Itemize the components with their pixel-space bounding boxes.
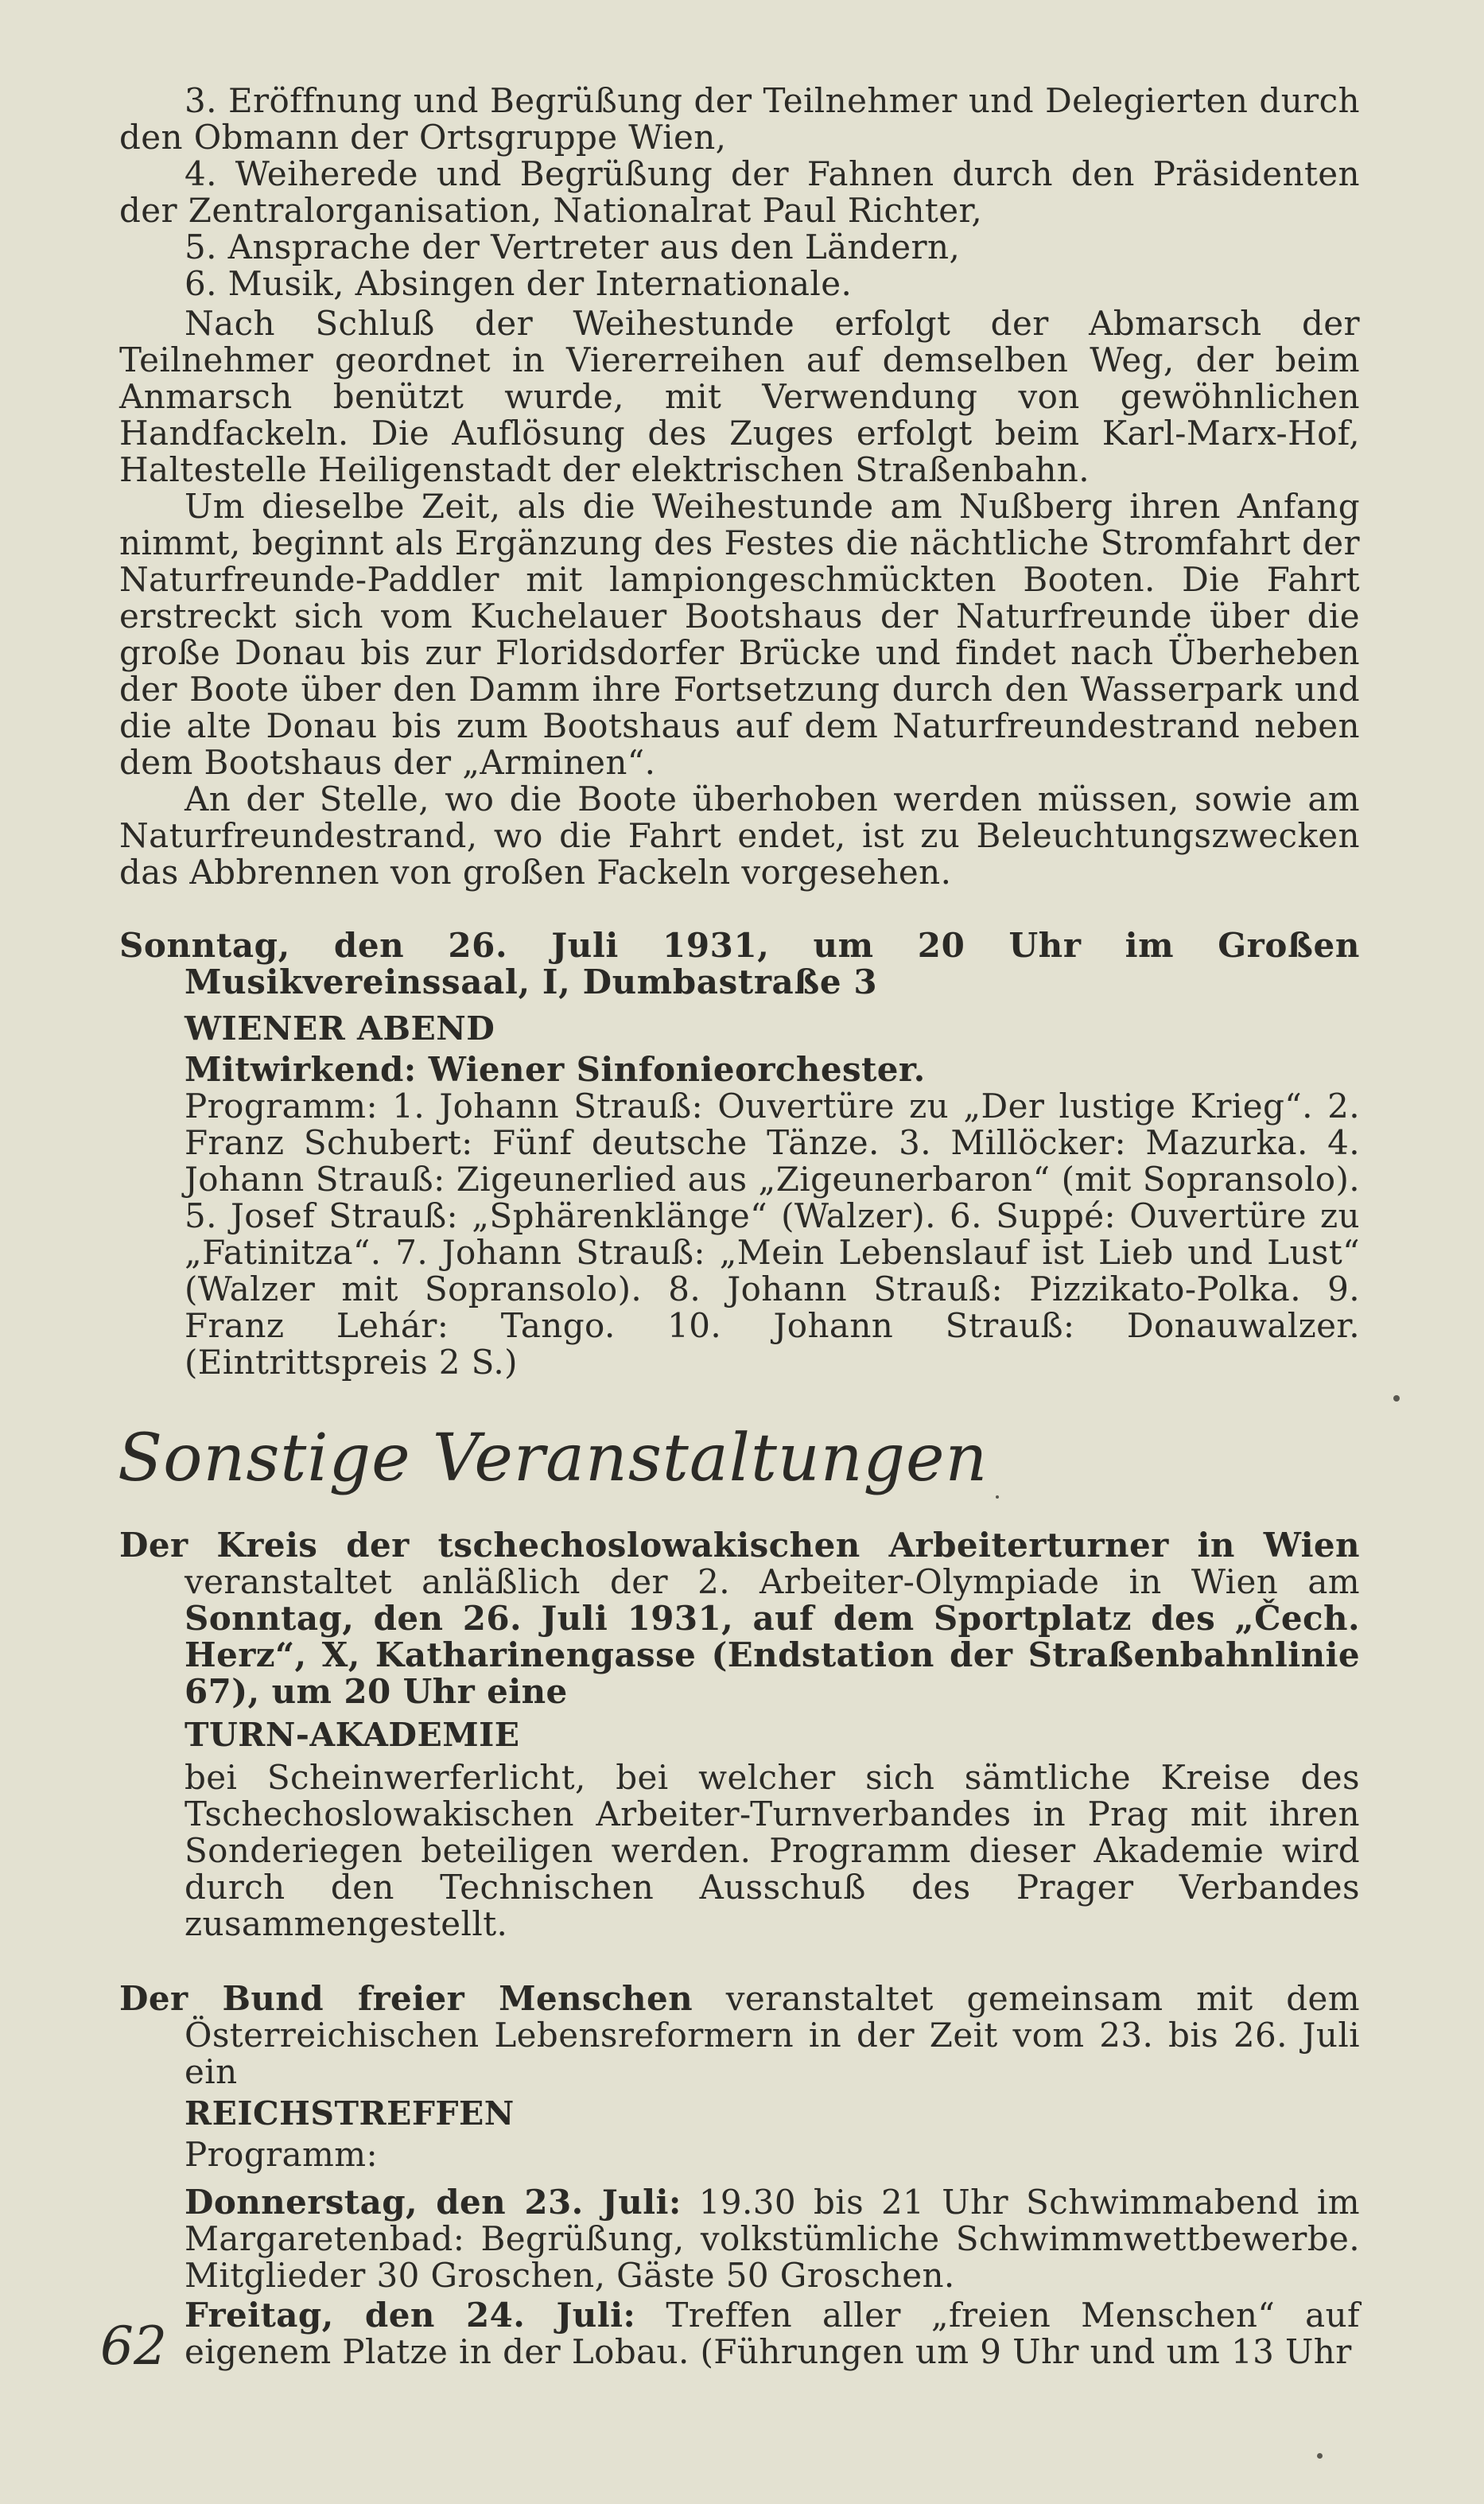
turn-akademie-section — [119, 1527, 1360, 1942]
paragraph: An der Stelle, wo die Boote überhoben werden müssen, sowie am Naturfreundestrand, wo die Fahrt endet, ist zu Beleuchtungszwecken das Abbrennen von großen Fackeln vorgesehen. — [119, 780, 1360, 892]
event-title: WIENER ABEND — [185, 1009, 495, 1048]
intro-text: veranstaltet anläßlich der 2. Arbeiter-Olympiade in Wien am — [185, 1562, 1360, 1601]
intro-text: veranstaltet gemeinsam mit dem Österreichischen Lebensreformern in der Zeit vom 23. bis 26. Juli ein — [185, 1979, 1360, 2091]
event-date: Sonntag, den 26. Juli 1931, auf dem Sportplatz des „Čech. Herz“, X, Katharinengasse (Endstation der Straßenbahnlinie 67), um 20 Uhr eine — [185, 1599, 1360, 1711]
day-entry — [185, 2184, 1360, 2294]
program-item: 6. Musik, Absingen der Internationale. — [185, 264, 853, 303]
organizer-name: Der Kreis der tschechoslowakischen Arbeiterturner in Wien — [119, 1526, 1360, 1565]
program-item: 5. Ansprache der Vertreter aus den Ländern, — [185, 227, 961, 266]
day-text: Treffen aller „freien Menschen“ auf eigenem Platze in der Lobau. (Führungen um 9 Uhr und um 13 Uhr — [185, 2296, 1361, 2371]
paragraph: Um dieselbe Zeit, als die Weihestunde am Nußberg ihren Anfang nimmt, beginnt als Ergänzung des Festes die nächtliche Stromfahrt der Naturfreunde-Paddler mit lampiongeschmückten Booten. Die Fahrt erstreckt sich vom Kuchelauer Bootshaus der Naturfreunde über die große Donau bis zur Floridsdorfer Brücke und findet nach Überheben der Boote über den Damm ihre Fortsetzung durch den Wasserpark und die alte Donau bis zum Bootshaus auf dem Naturfreundestrand neben dem Bootshaus der „Arminen“. — [119, 487, 1360, 782]
event-program: Programm: 1. Johann Strauß: Ouvertüre zu „Der lustige Krieg“. 2. Franz Schubert: Fünf deutsche Tänze. 3. Millöcker: Mazurka. 4. Johann Strauß: Zigeunerlied aus „Zigeunerbaron“ (mit Sopransolo). 5. Josef Strauß: „Sphärenklänge“ (Walzer). 6. Suppé: Ouvertüre zu „Fatinitza“. 7. Johann Strauß: „Mein Lebenslauf ist Lieb und Lust“ (Walzer mit Sopransolo). 8. Johann Strauß: Pizzikato-Polka. 9. Franz Lehár: Tango. 10. Johann Strauß: Donauwalzer. (Eintrittspreis 2 S.) — [185, 1087, 1360, 1382]
wiener-abend-section — [119, 927, 1360, 1381]
event-description: bei Scheinwerferlicht, bei welcher sich sämtliche Kreise des Tschechoslowakischen Arbeiter-Turnverbandes in Prag mit ihren Sonderiegen beteiligen werden. Programm dieser Akademie wird durch den Technischen Ausschuß des Prager Verbandes zusammengestellt. — [185, 1758, 1360, 1943]
day-label: Donnerstag, den 23. Juli: — [185, 2183, 682, 2222]
section-title: Sonstige Veranstaltungen — [118, 1421, 989, 1496]
event-title: TURN-AKADEMIE — [185, 1716, 520, 1754]
day-label: Freitag, den 24. Juli: — [185, 2296, 636, 2335]
program-list — [119, 83, 1360, 302]
event-performers: Mitwirkend: Wiener Sinfonieorchester. — [185, 1050, 926, 1089]
event-title: REICHSTREFFEN — [185, 2094, 515, 2133]
turn-akademie-intro — [119, 1527, 1360, 1710]
reichstreffen-intro — [119, 1981, 1360, 2090]
paragraph: Nach Schluß der Weihestunde erfolgt der Abmarsch der Teilnehmer geordnet in Viererreihen auf demselben Weg, der beim Anmarsch benützt wurde, mit Verwendung von gewöhnlichen Handfackeln. Die Auflösung des Zuges erfolgt beim Karl-Marx-Hof, Haltestelle Heiligenstadt der elektrischen Straßenbahn. — [119, 304, 1360, 489]
body-paragraphs — [119, 305, 1360, 891]
section-header — [118, 1421, 1358, 1497]
event-date-line: Sonntag, den 26. Juli 1931, um 20 Uhr im Großen Musikvereinssaal, I, Dumbastraße 3 — [119, 926, 1360, 1001]
program-item: 3. Eröffnung und Begrüßung der Teilnehmer und Delegierten durch den Obmann der Ortsgruppe Wien, — [119, 81, 1360, 157]
program-item: 4. Weiherede und Begrüßung der Fahnen durch den Präsidenten der Zentralorganisation, Nationalrat Paul Richter, — [119, 154, 1360, 230]
print-speck — [1317, 2453, 1323, 2459]
reichstreffen-section — [119, 1981, 1360, 2370]
day-entry — [185, 2297, 1360, 2370]
day-text: 19.30 bis 21 Uhr Schwimmabend im Margaretenbad: Begrüßung, volkstümliche Schwimmwettbewerbe. Mitglieder 30 Groschen, Gäste 50 Groschen. — [185, 2183, 1360, 2295]
print-speck — [996, 1495, 999, 1499]
program-label: Programm: — [185, 2135, 379, 2174]
page-number: 62 — [100, 2315, 167, 2377]
organizer-name: Der Bund freier Menschen — [119, 1979, 693, 2018]
print-speck — [1393, 1395, 1400, 1402]
